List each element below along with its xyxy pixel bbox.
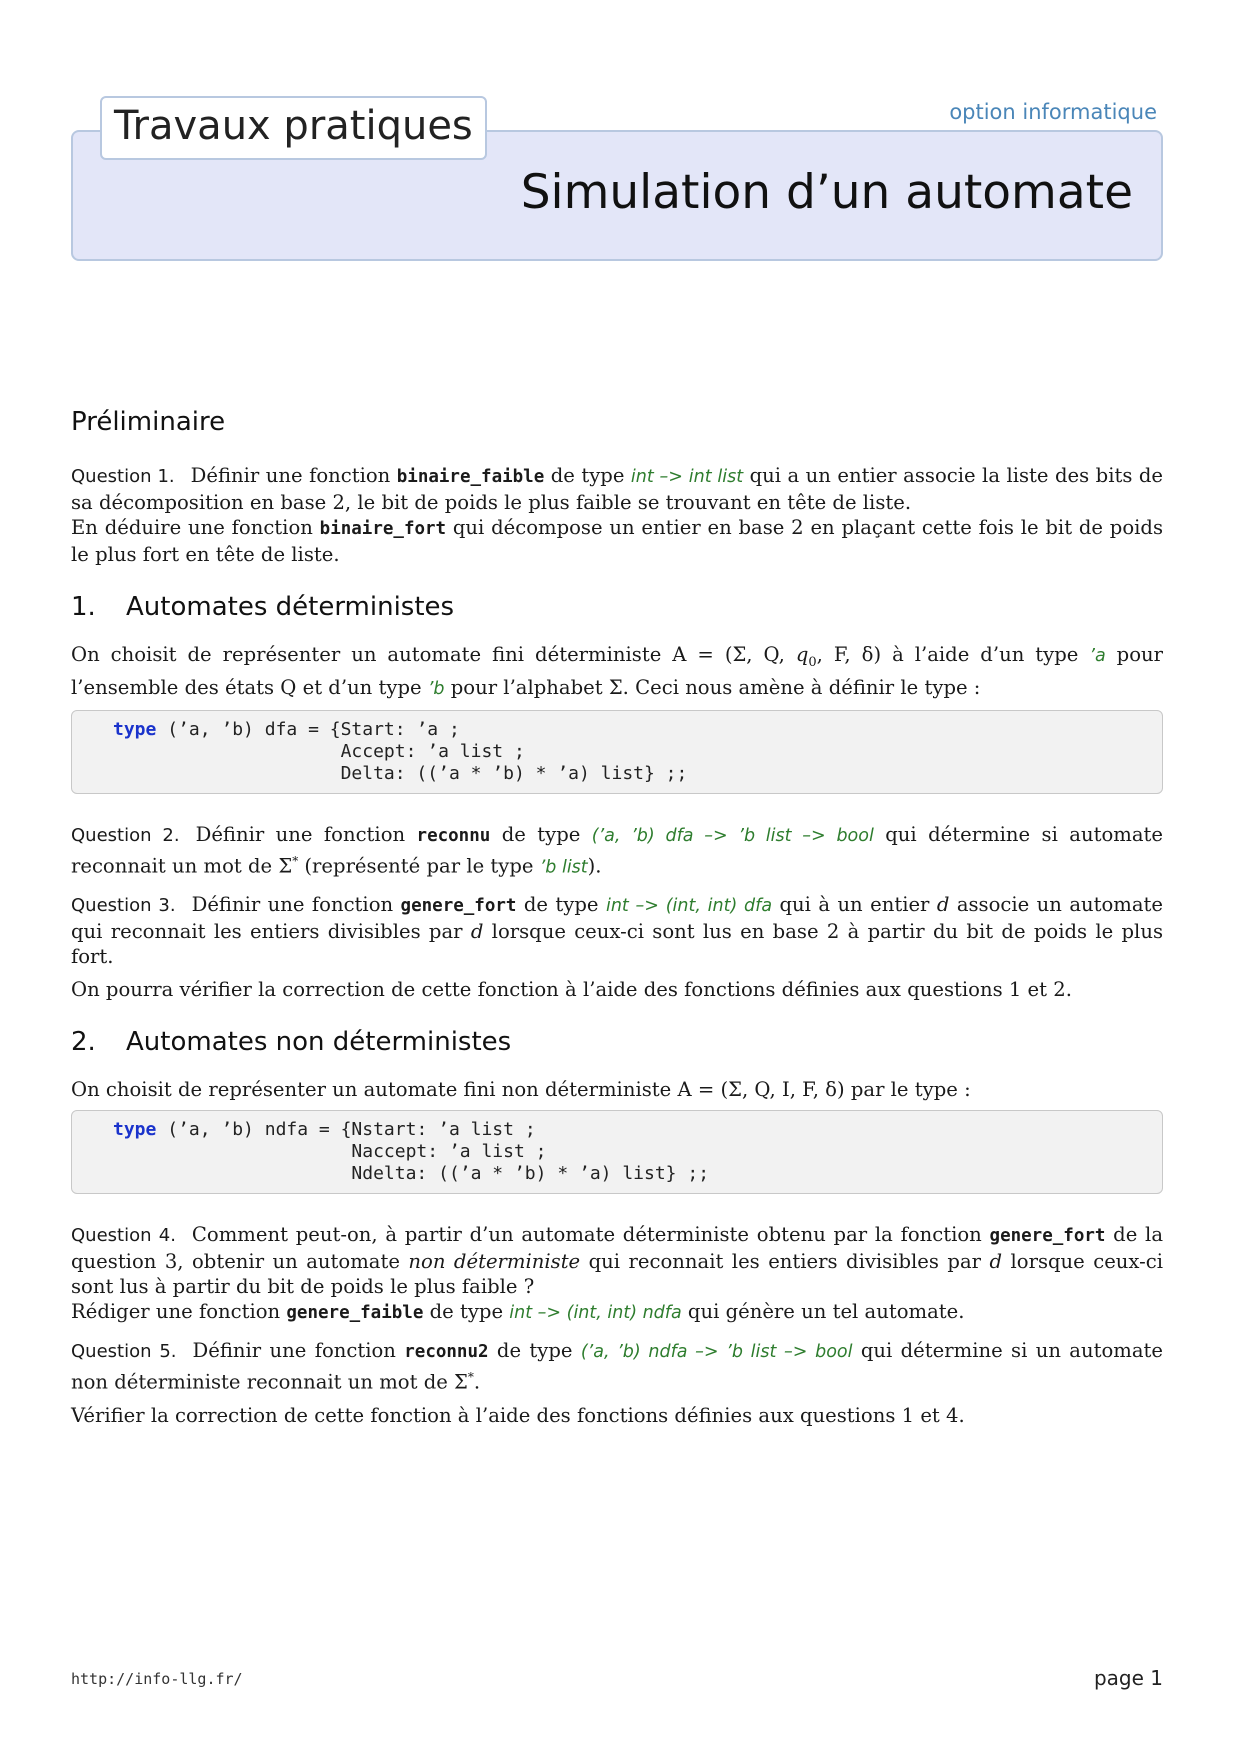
question-1: Question 1. Définir une fonction binaire_faible de type int –> int list qui a un entier associe la liste des bits de sa décomposition en base 2, le bit de poids le plus faible se trouvant en tête de liste. En déduire une fonction binaire_fort qui décompose un entier en base 2 en plaçant cette fois le bit de poids le plus fort en tête de liste. bbox=[71, 464, 1164, 566]
function-name: genere_faible bbox=[286, 1303, 424, 1324]
heading-preliminaire: Préliminaire bbox=[71, 407, 226, 437]
page-number: page 1 bbox=[1093, 1666, 1163, 1690]
type-signature: int –> int list bbox=[630, 467, 744, 487]
function-name: binaire_fort bbox=[319, 519, 447, 539]
section-1-intro: On choisit de représenter un automate fini déterministe A = (Σ, Q, $q_0$, F, δ) à l’aide d’un type ’a pour l’ensemble des états Q et d’un type ’b pour l’alphabet Σ. Ceci nous amène à définir le type : bbox=[71, 643, 1163, 699]
question-2: Question 2. Définir une fonction reconnu de type (’a, ’b) dfa –> ’b list –> bool qui détermine si automate reconnait un mot de Σ* (représenté par le type ’b list). bbox=[71, 822, 1163, 878]
question-5: Question 5. Définir une fonction reconnu2 de type (’a, ’b) ndfa –> ’b list –> bool qui détermine si un automate non déterministe reconnait un mot de Σ*. bbox=[71, 1339, 1163, 1394]
function-name: genere_fort bbox=[400, 896, 517, 917]
type-signature: (’a, ’b) dfa –> ’b list –> bool bbox=[591, 825, 874, 846]
page-title: Simulation d’un automate bbox=[520, 165, 1133, 220]
heading-section-2: 2. Automates non déterministes bbox=[71, 1027, 512, 1058]
keyword: type bbox=[113, 1119, 157, 1141]
function-name: binaire_faible bbox=[396, 467, 545, 487]
heading-section-1: 1. Automates déterministes bbox=[71, 592, 455, 622]
question-4: Question 4. Comment peut-on, à partir d’un automate déterministe obtenu par la fonction genere_fort de la question 3, obtenir un automate non déterministe qui reconnait les entiers divisibles par d lorsque ceux-ci sont lus à partir du bit de poids le plus faible ? Rédiger une fonction genere_faible de type int –> (int, int) ndfa qui génère un tel automate. bbox=[71, 1223, 1164, 1324]
keyword: type bbox=[113, 718, 157, 740]
question-3-note: On pourra vérifier la correction de cette fonction à l’aide des fonctions définies aux questions 1 et 2. bbox=[71, 978, 1072, 1002]
tp-label: Travaux pratiques bbox=[100, 96, 487, 160]
function-name: reconnu bbox=[416, 825, 491, 846]
type-signature: (’a, ’b) ndfa –> ’b list –> bool bbox=[580, 1342, 853, 1363]
code-block-ndfa: type (’a, ’b) ndfa = {Nstart: ’a list ; Naccept: ’a list ; Ndelta: ((’a * ’b) * ’a) list} ;; bbox=[71, 1110, 1163, 1194]
section-2-intro: On choisit de représenter un automate fini non déterministe A = (Σ, Q, I, F, δ) par le type : bbox=[71, 1078, 971, 1102]
option-label: option informatique bbox=[949, 100, 1157, 124]
document-body bbox=[71, 407, 1164, 1428]
function-name: reconnu2 bbox=[404, 1342, 489, 1363]
type-signature: int –> (int, int) ndfa bbox=[509, 1303, 682, 1324]
footer-url[interactable]: http://info-llg.fr/ bbox=[71, 1670, 243, 1688]
function-name: genere_fort bbox=[989, 1226, 1106, 1247]
question-5-note: Vérifier la correction de cette fonction à l’aide des fonctions définies aux questions 1 et 4. bbox=[71, 1403, 965, 1427]
question-3: Question 3. Définir une fonction genere_fort de type int –> (int, int) dfa qui à un entier d associe un automate qui reconnait les entiers divisibles par d lorsque ceux-ci sont lus en base 2 à partir du bit de poids le plus fort. bbox=[71, 893, 1164, 969]
type-signature: int –> (int, int) dfa bbox=[605, 896, 773, 917]
code-block-dfa: type (’a, ’b) dfa = {Start: ’a ; Accept: ’a list ; Delta: ((’a * ’b) * ’a) list} ;; bbox=[71, 710, 1163, 794]
